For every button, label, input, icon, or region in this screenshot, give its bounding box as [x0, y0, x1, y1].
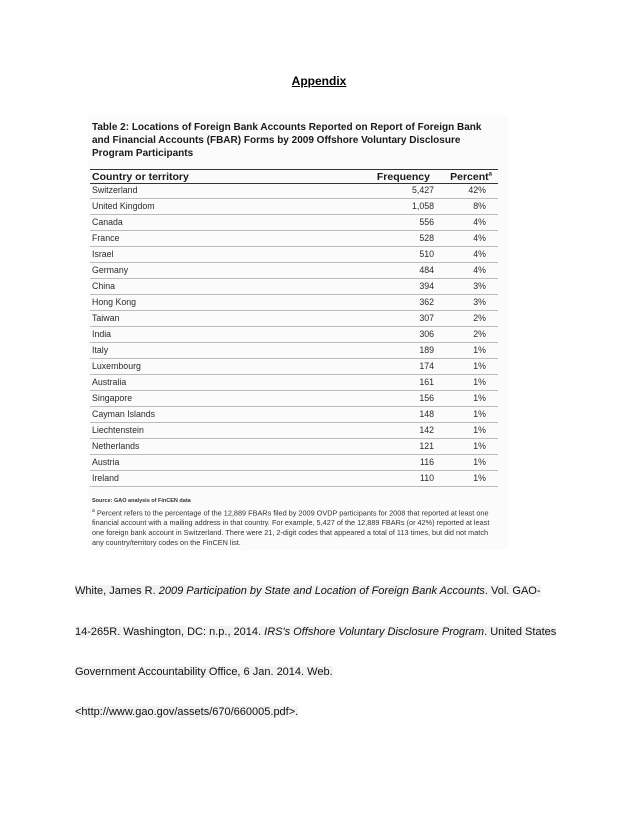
citation-line-4	[75, 706, 575, 718]
country-cell: Netherlands	[92, 441, 140, 451]
frequency-cell: 142	[419, 425, 434, 435]
table-row	[90, 215, 498, 231]
country-cell: Australia	[92, 377, 127, 387]
percent-cell: 4%	[473, 265, 486, 275]
column-header-country: Country or territory	[92, 171, 189, 183]
percent-cell: 4%	[473, 233, 486, 243]
footnote-text: Percent refers to the percentage of the 12,889 FBARs filed by 2009 OVDP participants for 2008 that reported at least one financial account with a mailing address in that country. For example, 5,427 of the 12,889 FBARs (or 42%) reported at least one foreign bank account in Switzerland. There were 21, 2-digit codes that appeared a total of 113 times, but did not match any country/territory codes on the FinCEN list.	[92, 508, 490, 547]
table-row	[90, 471, 498, 487]
percent-cell: 3%	[473, 297, 486, 307]
table-row	[90, 247, 498, 263]
table-row	[90, 327, 498, 343]
percent-cell: 4%	[473, 249, 486, 259]
country-cell: Germany	[92, 265, 129, 275]
table-row	[90, 183, 498, 199]
header-top-rule	[90, 169, 498, 170]
table-row	[90, 311, 498, 327]
country-cell: Luxembourg	[92, 361, 141, 371]
citation-url: <http://www.gao.gov/assets/670/660005.pdf>.	[75, 706, 299, 718]
percent-cell: 1%	[473, 441, 486, 451]
frequency-cell: 1,058	[411, 201, 434, 211]
country-cell: Italy	[92, 345, 109, 355]
table-row	[90, 359, 498, 375]
frequency-cell: 156	[419, 393, 434, 403]
frequency-cell: 189	[419, 345, 434, 355]
table-source: Source: GAO analysis of FinCEN data	[92, 498, 191, 504]
table-row	[90, 279, 498, 295]
footnote-marker: a	[92, 508, 95, 514]
citation-line-2	[75, 626, 575, 638]
percent-cell: 1%	[473, 473, 486, 483]
percent-cell: 1%	[473, 457, 486, 467]
country-cell: Canada	[92, 217, 123, 227]
citation-line-1	[75, 585, 575, 597]
frequency-cell: 556	[419, 217, 434, 227]
table-figure	[88, 115, 508, 550]
column-header-percent	[450, 171, 492, 183]
percent-cell: 1%	[473, 409, 486, 419]
table-row	[90, 391, 498, 407]
frequency-cell: 307	[419, 313, 434, 323]
citation-vol: . Vol. GAO-	[484, 585, 541, 597]
frequency-cell: 161	[419, 377, 434, 387]
frequency-cell: 148	[419, 409, 434, 419]
frequency-cell: 362	[419, 297, 434, 307]
table-row	[90, 343, 498, 359]
citation-publisher: . United States	[484, 626, 557, 638]
frequency-cell: 5,427	[411, 185, 434, 195]
frequency-cell: 306	[419, 329, 434, 339]
percent-label: Percent	[450, 171, 489, 183]
frequency-cell: 510	[419, 249, 434, 259]
percent-cell: 4%	[473, 217, 486, 227]
country-cell: Ireland	[92, 473, 119, 483]
frequency-cell: 116	[419, 457, 434, 467]
table-footnote	[92, 507, 496, 548]
table-row	[90, 455, 498, 471]
citation-agency: Government Accountability Office, 6 Jan. 2014. Web.	[75, 666, 333, 678]
country-cell: Taiwan	[92, 313, 120, 323]
country-cell: Singapore	[92, 393, 133, 403]
frequency-cell: 394	[419, 281, 434, 291]
country-cell: Switzerland	[92, 185, 138, 195]
citation-line-3	[75, 666, 575, 678]
table-body	[90, 183, 498, 487]
appendix-heading: Appendix	[291, 74, 347, 88]
percent-cell: 1%	[473, 361, 486, 371]
table-row	[90, 263, 498, 279]
percent-cell: 2%	[473, 329, 486, 339]
country-cell: United Kingdom	[92, 201, 155, 211]
table-row	[90, 199, 498, 215]
country-cell: France	[92, 233, 120, 243]
table-row	[90, 295, 498, 311]
percent-cell: 42%	[468, 185, 486, 195]
citation-report: 14-265R. Washington, DC: n.p., 2014.	[75, 626, 265, 638]
percent-cell: 2%	[473, 313, 486, 323]
citation-title-2: IRS's Offshore Voluntary Disclosure Program	[264, 626, 485, 638]
frequency-cell: 121	[419, 441, 434, 451]
country-cell: Liechtenstein	[92, 425, 144, 435]
country-cell: Israel	[92, 249, 114, 259]
table-row	[90, 407, 498, 423]
table-row	[90, 375, 498, 391]
percent-footnote-marker: a	[488, 171, 492, 178]
table-row	[90, 439, 498, 455]
frequency-cell: 484	[419, 265, 434, 275]
country-cell: India	[92, 329, 112, 339]
percent-cell: 1%	[473, 393, 486, 403]
table-title: Table 2: Locations of Foreign Bank Accounts Reported on Report of Foreign Bank and Financial Accounts (FBAR) Forms by 2009 Offshore Voluntary Disclosure Program Participants	[92, 122, 482, 159]
percent-cell: 1%	[473, 345, 486, 355]
percent-cell: 1%	[473, 377, 486, 387]
frequency-cell: 174	[419, 361, 434, 371]
frequency-cell: 528	[419, 233, 434, 243]
column-header-frequency: Frequency	[376, 171, 430, 183]
table-row	[90, 231, 498, 247]
country-cell: Cayman Islands	[92, 409, 156, 419]
frequency-cell: 110	[419, 473, 434, 483]
country-cell: Austria	[92, 457, 120, 467]
percent-cell: 1%	[473, 425, 486, 435]
citation-author: White, James R.	[75, 585, 159, 597]
table-row	[90, 423, 498, 439]
percent-cell: 8%	[473, 201, 486, 211]
citation-title-1: 2009 Participation by State and Location of Foreign Bank Accounts	[158, 585, 485, 597]
country-cell: China	[92, 281, 115, 291]
country-cell: Hong Kong	[92, 297, 137, 307]
percent-cell: 3%	[473, 281, 486, 291]
